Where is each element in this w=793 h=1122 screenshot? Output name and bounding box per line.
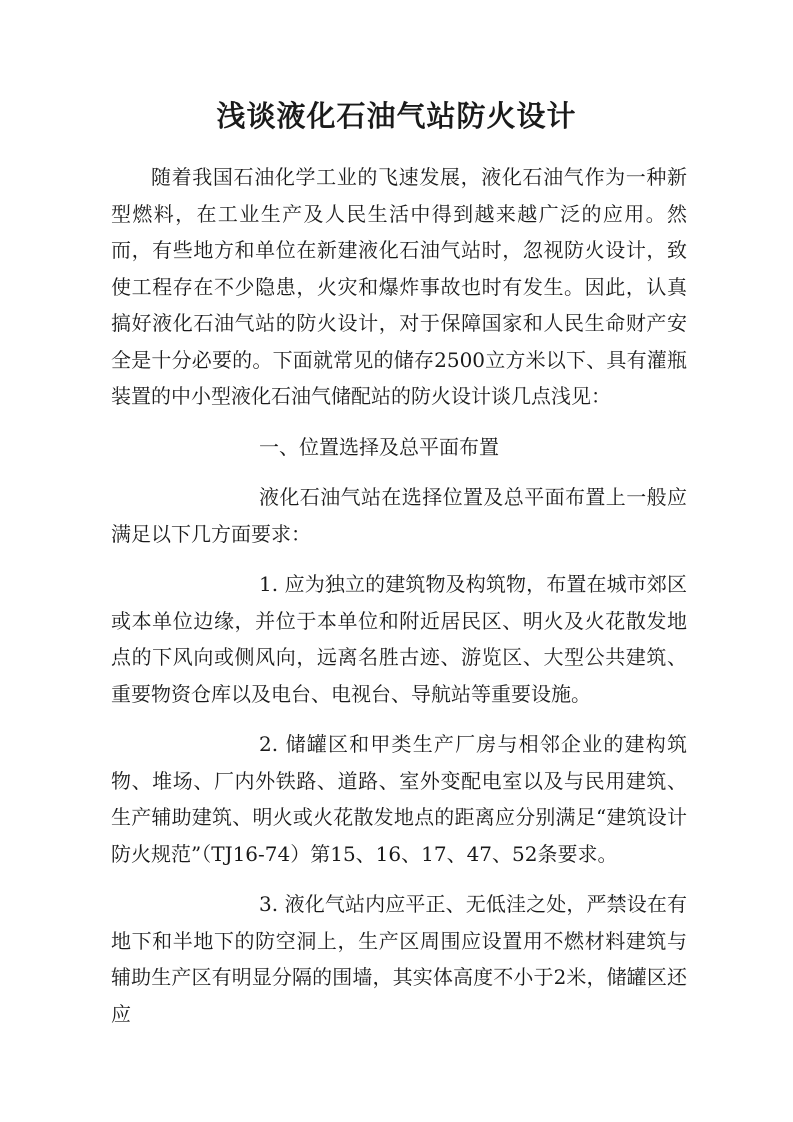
document-title: 浅谈液化石油气站防火设计 bbox=[216, 99, 577, 133]
list-item-3: 3. 液化气站内应平正、无低洼之处，严禁设在有地下和半地下的防空洞上，生产区周围应设置用不燃材料建筑与辅助生产区有明显分隔的围墙，其实体高度不小于2米，储罐区还应 bbox=[111, 892, 687, 1026]
document-body bbox=[111, 159, 687, 1032]
section-intro-paragraph: 液化石油气站在选择位置及总平面布置上一般应满足以下几方面要求： bbox=[111, 485, 687, 546]
section-heading: 一、位置选择及总平面布置 bbox=[259, 434, 499, 459]
intro-paragraph: 随着我国石油化学工业的飞速发展，液化石油气作为一种新型燃料，在工业生产及人民生活中得到越来越广泛的应用。然而，有些地方和单位在新建液化石油气站时，忽视防火设计，致使工程存在不少隐患，火灾和爆炸事故也时有发生。因此，认真搞好液化石油气站的防火设计，对于保障国家和人民生命财产安全是十分必要的。下面就常见的储存2500立方米以下、具有灌瓶装置的中小型液化石油气储配站的防火设计谈几点浅见： bbox=[111, 165, 687, 408]
list-item-2: 2. 储罐区和甲类生产厂房与相邻企业的建构筑物、堆场、厂内外铁路、道路、室外变配电室以及与民用建筑、生产辅助建筑、明火或火花散发地点的距离应分别满足“建筑设计防火规范”（TJ16-74）第15、16、17、47、52条要求。 bbox=[111, 732, 687, 866]
list-item-1: 1. 应为独立的建筑物及构筑物，布置在城市郊区或本单位边缘，并位于本单位和附近居民区、明火及火花散发地点的下风向或侧风向，远离名胜古迹、游览区、大型公共建筑、重要物资仓库以及电台、电视台、导航站等重要设施。 bbox=[111, 572, 687, 706]
